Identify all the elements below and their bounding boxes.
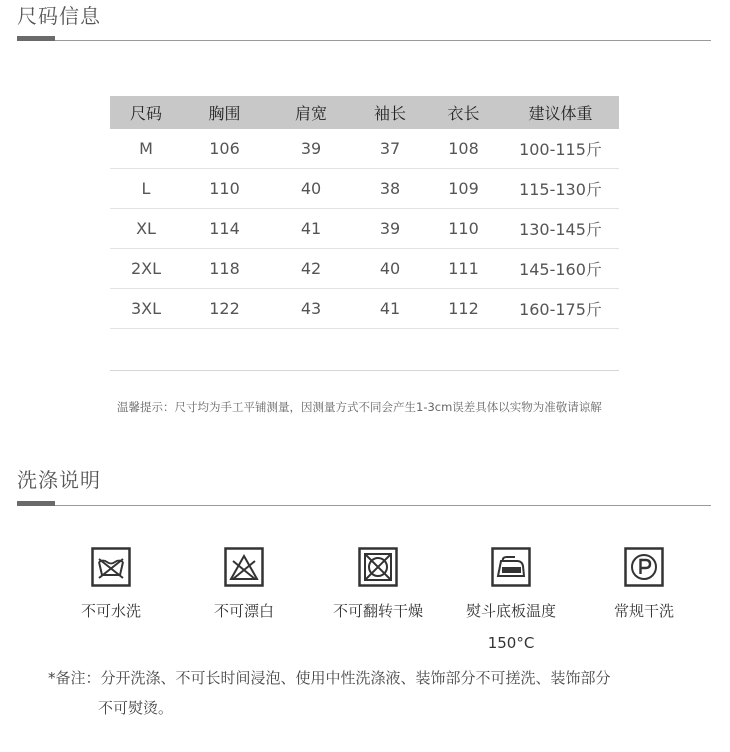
care-footnote — [48, 663, 698, 723]
iron-icon — [491, 547, 531, 587]
size-section-title: 尺码信息 — [17, 4, 101, 28]
cell-chest: 110 — [182, 169, 267, 209]
wash-section-divider — [17, 505, 711, 506]
table-row — [110, 209, 619, 249]
care-item — [308, 547, 448, 625]
care-item — [174, 547, 314, 625]
dry-clean-p-icon — [624, 547, 664, 587]
cell-length: 109 — [425, 169, 502, 209]
care-label: 不可水洗 — [80, 602, 141, 620]
cell-size: XL — [110, 209, 182, 249]
cell-weight: 100-115斤 — [502, 129, 619, 169]
measurement-note: 温馨提示：尺寸均为手工平铺测量，因测量方式不同会产生1-3cm误差具体以实物为准敬请谅解 — [117, 400, 602, 414]
cell-length: 110 — [425, 209, 502, 249]
footnote-line: 不可熨烫。 — [98, 699, 174, 717]
table-row — [110, 249, 619, 289]
empty-cell — [110, 329, 619, 371]
care-item — [574, 547, 714, 625]
header-size: 尺码 — [110, 96, 182, 129]
cell-size: 3XL — [110, 289, 182, 329]
cell-shoulder: 42 — [267, 249, 355, 289]
care-label: 不可漂白 — [213, 602, 274, 620]
no-bleach-icon — [224, 547, 264, 587]
header-length: 衣长 — [425, 96, 502, 129]
cell-chest: 122 — [182, 289, 267, 329]
table-row-empty — [110, 329, 619, 371]
cell-size: M — [110, 129, 182, 169]
no-tumble-dry-icon — [358, 547, 398, 587]
cell-chest: 118 — [182, 249, 267, 289]
cell-weight: 160-175斤 — [502, 289, 619, 329]
cell-length: 108 — [425, 129, 502, 169]
care-label: 不可翻转干燥 — [332, 602, 423, 620]
cell-sleeve: 40 — [355, 249, 425, 289]
header-chest: 胸围 — [182, 96, 267, 129]
header-weight: 建议体重 — [502, 96, 619, 129]
cell-length: 111 — [425, 249, 502, 289]
cell-shoulder: 39 — [267, 129, 355, 169]
care-item — [441, 547, 581, 657]
size-section-divider — [17, 40, 711, 41]
cell-sleeve: 39 — [355, 209, 425, 249]
cell-shoulder: 43 — [267, 289, 355, 329]
header-sleeve: 袖长 — [355, 96, 425, 129]
table-row — [110, 169, 619, 209]
size-table-header-row — [110, 96, 619, 129]
header-shoulder: 肩宽 — [267, 96, 355, 129]
cell-shoulder: 40 — [267, 169, 355, 209]
table-row — [110, 289, 619, 329]
cell-weight: 130-145斤 — [502, 209, 619, 249]
care-label: 熨斗底板温度 — [465, 602, 556, 620]
no-wash-icon — [91, 547, 131, 587]
cell-sleeve: 37 — [355, 129, 425, 169]
wash-section-accent-bar — [17, 501, 55, 506]
size-table — [110, 96, 619, 371]
table-row — [110, 129, 619, 169]
cell-length: 112 — [425, 289, 502, 329]
cell-weight: 115-130斤 — [502, 169, 619, 209]
cell-size: 2XL — [110, 249, 182, 289]
footnote-line: *备注：分开洗涤、不可长时间浸泡、使用中性洗涤液、装饰部分不可搓洗、装饰部分 — [48, 669, 611, 687]
iron-temperature: 150°C — [487, 634, 535, 652]
cell-chest: 106 — [182, 129, 267, 169]
size-section-accent-bar — [17, 36, 55, 41]
cell-weight: 145-160斤 — [502, 249, 619, 289]
cell-size: L — [110, 169, 182, 209]
cell-chest: 114 — [182, 209, 267, 249]
care-label: 常规干洗 — [613, 602, 674, 620]
care-item — [41, 547, 181, 625]
cell-sleeve: 41 — [355, 289, 425, 329]
cell-shoulder: 41 — [267, 209, 355, 249]
wash-section-title: 洗涤说明 — [17, 468, 101, 492]
cell-sleeve: 38 — [355, 169, 425, 209]
